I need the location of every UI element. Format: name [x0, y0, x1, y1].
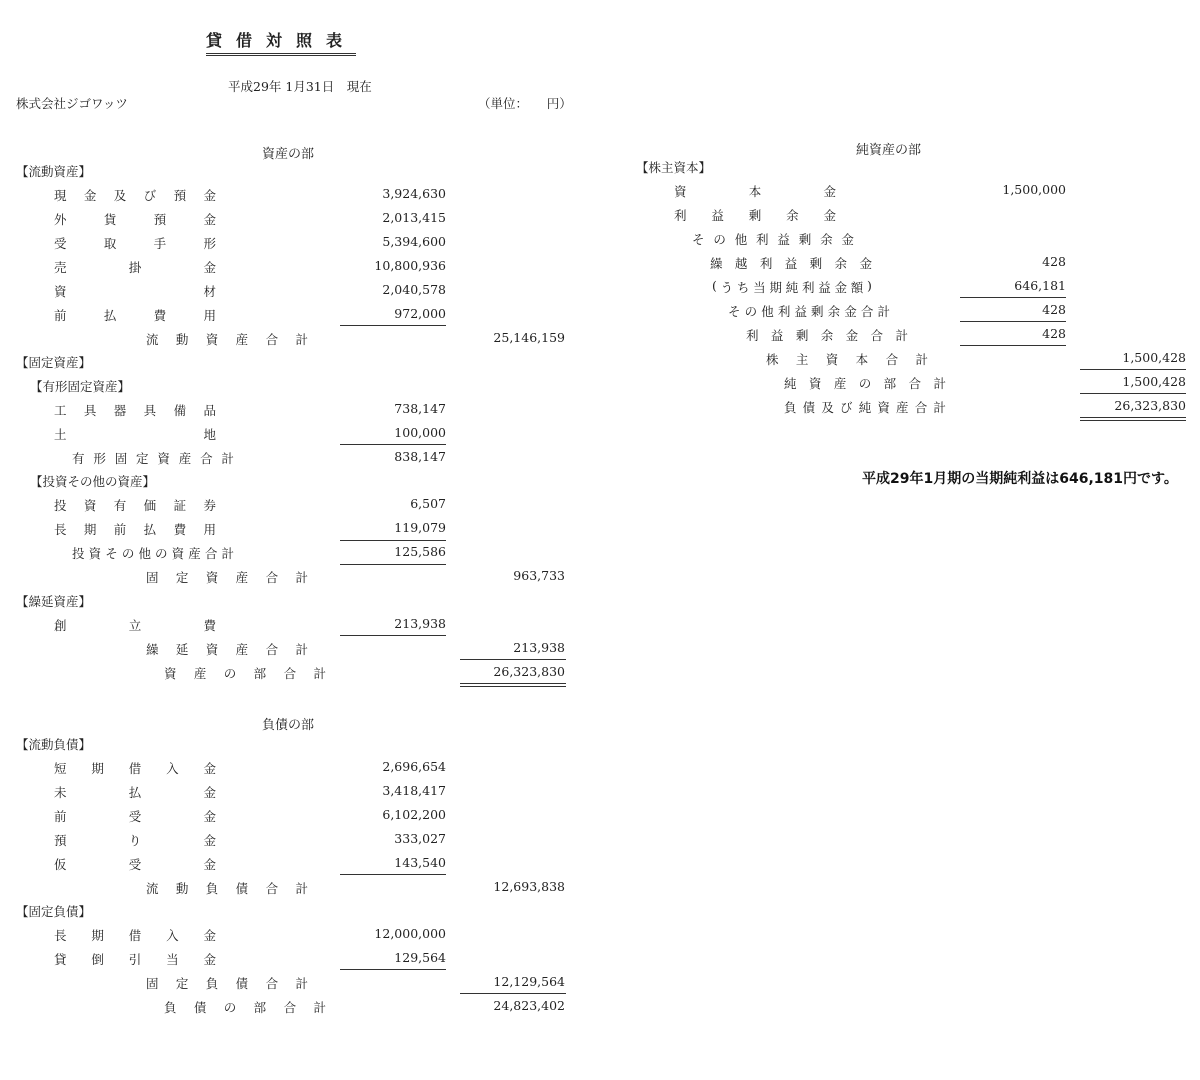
line-item-value: 6,102,200 — [382, 807, 446, 822]
line-item-label: 外 貨 預 金 — [54, 212, 216, 227]
current-assets-total-label: 流 動 資 産 合 計 — [146, 332, 308, 347]
shareholders-equity-label: 【株主資本】 — [636, 160, 712, 175]
line-item-label: 長 期 借 入 金 — [54, 928, 216, 943]
line-item-value: 972,000 — [394, 306, 446, 321]
fixed-liabilities-total-label: 固 定 負 債 合 計 — [146, 976, 308, 991]
liabilities-total-label: 負 債 の 部 合 計 — [164, 1000, 326, 1015]
line-item-label: 創 立 費 — [54, 618, 216, 633]
tangible-total-label: 有 形 固 定 資 産 合 計 — [72, 451, 234, 466]
tangible-total: 838,147 — [394, 449, 446, 464]
subtotal-rule — [340, 444, 446, 445]
subtotal-rule — [340, 969, 446, 970]
shareholders-total-label: 株 主 資 本 合 計 — [766, 352, 928, 367]
line-item-label: 短 期 借 入 金 — [54, 761, 216, 776]
current-liabilities-label: 【流動負債】 — [16, 737, 92, 752]
total-rule — [460, 993, 566, 994]
grand-total-label: 負 債 及 び 純 資 産 合 計 — [784, 400, 946, 415]
capital-value: 1,500,000 — [1002, 182, 1066, 197]
equity-total: 1,500,428 — [1122, 374, 1186, 389]
company-name: 株式会社ジゴワッツ — [16, 96, 128, 111]
investments-total: 125,586 — [394, 544, 446, 559]
line-item-label: 資 材 — [54, 284, 216, 299]
line-item-value: 5,394,600 — [382, 234, 446, 249]
fixed-liabilities-label: 【固定負債】 — [16, 904, 92, 919]
subtotal-rule — [960, 321, 1066, 322]
line-item-value: 3,418,417 — [382, 783, 446, 798]
line-item-value: 213,938 — [394, 616, 446, 631]
line-item-value: 143,540 — [394, 855, 446, 870]
subtotal-rule — [340, 325, 446, 326]
investments-total-label: 投 資 そ の 他 の 資 産 合 計 — [72, 546, 234, 561]
grand-total: 26,323,830 — [1114, 398, 1186, 413]
line-item-value: 12,000,000 — [374, 926, 446, 941]
grand-total-rule — [1080, 417, 1186, 421]
other-retained-total: 428 — [1042, 302, 1066, 317]
carried-forward-value: 428 — [1042, 254, 1066, 269]
shareholders-total: 1,500,428 — [1122, 350, 1186, 365]
statement-date: 平成29年 1月31日 現在 — [228, 79, 372, 94]
line-item-value: 2,040,578 — [382, 282, 446, 297]
retained-earnings-label: 利 益 剰 余 金 — [674, 208, 836, 223]
line-item-value: 333,027 — [394, 831, 446, 846]
carried-forward-label: 繰 越 利 益 剰 余 金 — [710, 256, 872, 271]
unit-label: （単位： 円） — [478, 96, 572, 111]
subtotal-rule — [340, 635, 446, 636]
tangible-assets-label: 【有形固定資産】 — [30, 379, 131, 394]
line-item-label: 工 具 器 具 備 品 — [54, 403, 216, 418]
line-item-value: 6,507 — [410, 496, 446, 511]
line-item-value: 129,564 — [394, 950, 446, 965]
line-item-value: 2,013,415 — [382, 210, 446, 225]
line-item-label: 受 取 手 形 — [54, 236, 216, 251]
deferred-assets-label: 【繰延資産】 — [16, 594, 92, 609]
line-item-value: 2,696,654 — [382, 759, 446, 774]
deferred-total-label: 繰 延 資 産 合 計 — [146, 642, 308, 657]
equity-total-label: 純 資 産 の 部 合 計 — [784, 376, 946, 391]
current-assets-label: 【流動資産】 — [16, 164, 92, 179]
deferred-total: 213,938 — [513, 640, 565, 655]
total-rule — [1080, 369, 1186, 370]
subtotal-rule — [340, 874, 446, 875]
current-liabilities-total-label: 流 動 負 債 合 計 — [146, 881, 308, 896]
line-item-label: 貸 倒 引 当 金 — [54, 952, 216, 967]
current-assets-total: 25,146,159 — [493, 330, 565, 345]
line-item-value: 10,800,936 — [374, 258, 446, 273]
retained-total: 428 — [1042, 326, 1066, 341]
fixed-liabilities-total: 12,129,564 — [493, 974, 565, 989]
line-item-label: 投 資 有 価 証 券 — [54, 498, 216, 513]
document-title: 貸借対照表 — [206, 28, 356, 56]
subtotal-rule — [960, 345, 1066, 346]
net-income-value: 646,181 — [1014, 278, 1066, 293]
subtotal-rule — [340, 564, 446, 565]
fixed-assets-label: 【固定資産】 — [16, 355, 92, 370]
equity-heading: 純資産の部 — [856, 143, 922, 158]
total-rule — [460, 659, 566, 660]
line-item-value: 738,147 — [394, 401, 446, 416]
line-item-label: 前 受 金 — [54, 809, 216, 824]
fixed-assets-total: 963,733 — [513, 568, 565, 583]
line-item-label: 仮 受 金 — [54, 857, 216, 872]
line-item-label: 現 金 及 び 預 金 — [54, 188, 216, 203]
other-retained-label: そ の 他 利 益 剰 余 金 — [692, 232, 854, 247]
assets-heading: 資産の部 — [262, 147, 315, 162]
investments-label: 【投資その他の資産】 — [30, 474, 156, 489]
line-item-value: 119,079 — [394, 520, 446, 535]
line-item-value: 3,924,630 — [382, 186, 446, 201]
grand-total-rule — [460, 683, 566, 687]
line-item-label: 土 地 — [54, 427, 216, 442]
liabilities-heading: 負債の部 — [262, 718, 315, 733]
assets-total-label: 資 産 の 部 合 計 — [164, 666, 326, 681]
line-item-value: 100,000 — [394, 425, 446, 440]
net-income-note: 平成29年1月期の当期純利益は646,181円です。 — [862, 471, 1178, 487]
line-item-label: 前 払 費 用 — [54, 308, 216, 323]
retained-total-label: 利 益 剰 余 金 合 計 — [746, 328, 908, 343]
line-item-label: 売 掛 金 — [54, 260, 216, 275]
subtotal-rule — [960, 297, 1066, 298]
assets-total: 26,323,830 — [493, 664, 565, 679]
net-income-label: ( う ち 当 期 純 利 益 金 額 ) — [712, 278, 872, 295]
capital-label: 資 本 金 — [674, 184, 836, 199]
other-retained-total-label: そ の 他 利 益 剰 余 金 合 計 — [728, 304, 890, 319]
liabilities-total: 24,823,402 — [493, 998, 565, 1013]
total-rule — [1080, 393, 1186, 394]
line-item-label: 預 り 金 — [54, 833, 216, 848]
line-item-label: 未 払 金 — [54, 785, 216, 800]
subtotal-rule — [340, 540, 446, 541]
current-liabilities-total: 12,693,838 — [493, 879, 565, 894]
line-item-label: 長 期 前 払 費 用 — [54, 522, 216, 537]
fixed-assets-total-label: 固 定 資 産 合 計 — [146, 570, 308, 585]
